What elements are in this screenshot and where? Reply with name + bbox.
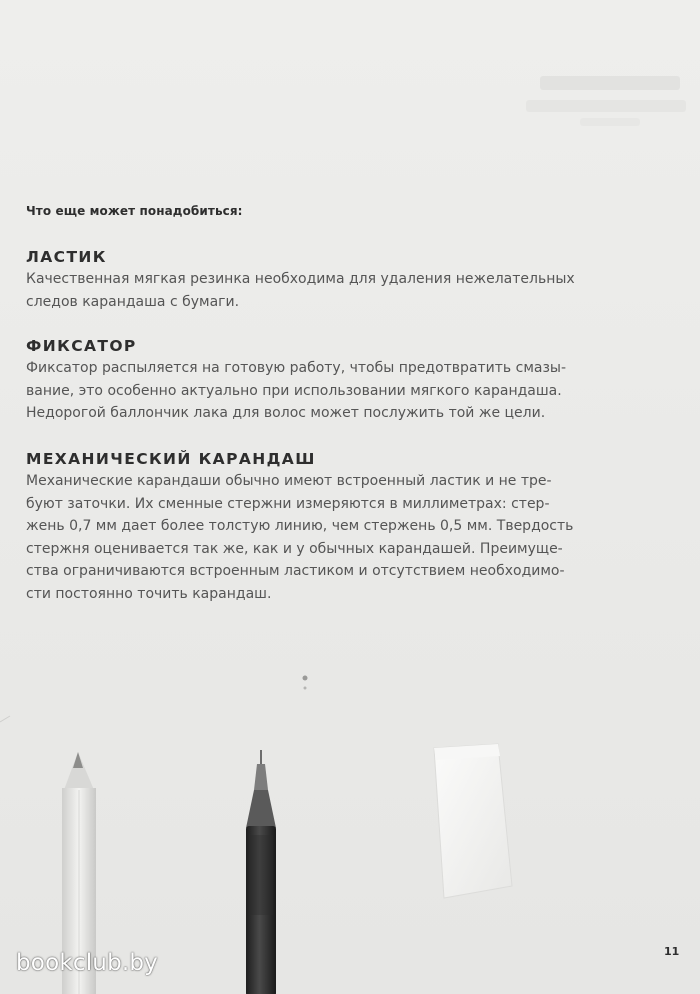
section-title: ФИКСАТОР bbox=[26, 337, 137, 355]
section-body: Качественная мягкая резинка необходима для удаления нежелательных следов карандаша с бумаги. bbox=[26, 271, 575, 310]
section-title: ЛАСТИК bbox=[26, 248, 107, 266]
section-eraser bbox=[26, 247, 656, 313]
tools-illustration bbox=[0, 660, 700, 994]
page-number: 11 bbox=[664, 945, 680, 958]
section-body: Фиксатор распыляется на готовую работу, чтобы предотвратить смазы- вание, это особенно актуально при использовании мягкого карандаша. Недорогой баллончик лака для волос может послужить той же цели. bbox=[26, 360, 567, 421]
section-title: МЕХАНИЧЕСКИЙ КАРАНДАШ bbox=[26, 450, 316, 468]
section-mechanical-pencil bbox=[26, 449, 656, 605]
show-through-text bbox=[520, 74, 690, 130]
section-fixative bbox=[26, 336, 656, 425]
watermark: bookclub.by bbox=[16, 950, 158, 976]
dot-mark bbox=[303, 676, 308, 690]
eraser-icon bbox=[434, 744, 512, 898]
intro-heading: Что еще может понадобиться: bbox=[26, 204, 243, 218]
section-body: Механические карандаши обычно имеют встроенный ластик и не тре- буют заточки. Их сменные стержни измеряются в миллиметрах: стер- жень 0,7 мм дает более толстую линию, чем стержень 0,5 мм. Твердость стержня оценивается так же, как и у обычных карандашей. Преимуще- ства ограничиваются встроенным ластиком и отсутствием необходимо- сти постоянно точить карандаш. bbox=[26, 473, 574, 602]
mechanical-pencil-icon bbox=[246, 750, 276, 994]
